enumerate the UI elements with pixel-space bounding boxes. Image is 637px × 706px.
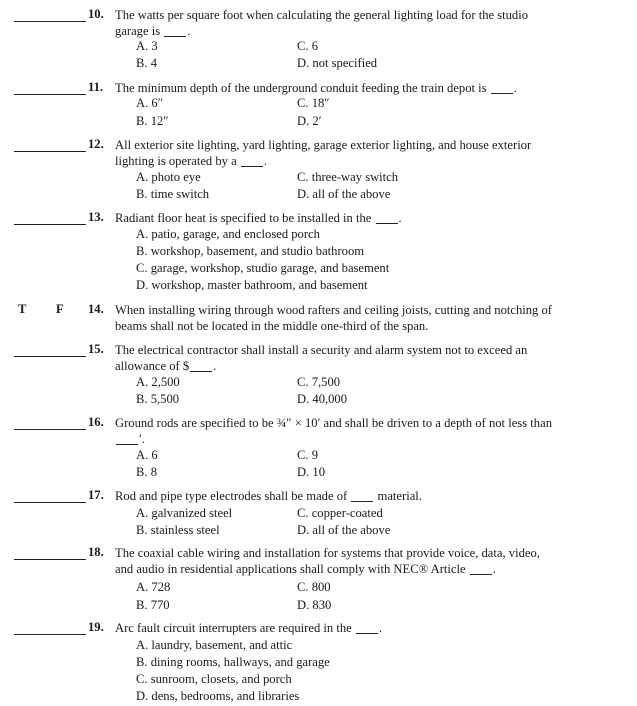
option-a[interactable]: A. 3 (136, 39, 158, 53)
option-a[interactable]: A. 6″ (136, 96, 163, 110)
option-a[interactable]: A. galvanized steel (136, 506, 233, 520)
option-a[interactable]: A. laundry, basement, and attic (136, 638, 293, 652)
option-b[interactable]: B. 4 (136, 56, 157, 70)
fill-blank (356, 633, 378, 634)
answer-blank[interactable] (14, 356, 86, 357)
false-option[interactable]: F (56, 302, 64, 316)
question-stem: The coaxial cable wiring and installation for systems that provide voice, data, video, and audio in residential applications shall comply with NEC® Article . (115, 546, 540, 576)
answer-blank[interactable] (14, 634, 86, 635)
fill-blank (241, 166, 263, 167)
option-d[interactable]: D. not specified (297, 56, 378, 70)
question-number: 16. (88, 415, 104, 429)
option-d[interactable]: D. all of the above (297, 523, 391, 537)
fill-blank (376, 223, 398, 224)
question-stem: When installing wiring through wood rafters and ceiling joists, cutting and notching of beams shall not be located in the middle one-third of the span. (115, 303, 552, 333)
fill-blank (491, 93, 513, 94)
option-a[interactable]: A. 2,500 (136, 375, 180, 389)
option-c[interactable]: C. three-way switch (297, 170, 399, 184)
option-c[interactable]: C. copper-coated (297, 506, 383, 520)
answer-blank[interactable] (14, 429, 86, 430)
question-stem: Ground rods are specified to be ¾″ × 10′ and shall be driven to a depth of not less than ′. (115, 416, 552, 446)
question-number: 11. (88, 80, 104, 94)
option-c[interactable]: C. 7,500 (297, 375, 341, 389)
option-b[interactable]: B. 770 (136, 598, 170, 612)
question-number: 13. (88, 210, 104, 224)
option-d[interactable]: D. dens, bedrooms, and libraries (136, 689, 300, 703)
fill-blank (164, 36, 186, 37)
fill-blank (116, 444, 138, 445)
fill-blank (351, 501, 373, 502)
option-b[interactable]: B. 12″ (136, 114, 169, 128)
answer-blank[interactable] (14, 224, 86, 225)
option-d[interactable]: D. 2′ (297, 114, 322, 128)
question-stem: Rod and pipe type electrodes shall be made of material. (115, 489, 422, 503)
true-false-choices (18, 302, 94, 317)
question-stem: The minimum depth of the underground conduit feeding the train depot is . (115, 81, 517, 95)
question-stem: Radiant floor heat is specified to be installed in the . (115, 211, 402, 225)
fill-blank (470, 574, 492, 575)
question-stem: All exterior site lighting, yard lighting, garage exterior lighting, and house exterior lighting is operated by a . (115, 138, 532, 168)
question-number: 12. (88, 137, 104, 151)
option-c[interactable]: C. garage, workshop, studio garage, and basement (136, 261, 390, 275)
question-stem: Arc fault circuit interrupters are required in the . (115, 621, 383, 635)
answer-blank[interactable] (14, 559, 86, 560)
answer-blank[interactable] (14, 151, 86, 152)
option-d[interactable]: D. workshop, master bathroom, and basement (136, 278, 368, 292)
option-b[interactable]: B. 5,500 (136, 392, 180, 406)
question-number: 17. (88, 488, 104, 502)
option-d[interactable]: D. 830 (297, 598, 332, 612)
option-c[interactable]: C. 800 (297, 580, 331, 594)
option-c[interactable]: C. 9 (297, 448, 318, 462)
option-d[interactable]: D. all of the above (297, 187, 391, 201)
option-b[interactable]: B. 8 (136, 465, 157, 479)
fill-blank (190, 371, 212, 372)
answer-blank[interactable] (14, 502, 86, 503)
option-d[interactable]: D. 10 (297, 465, 325, 479)
option-a[interactable]: A. photo eye (136, 170, 201, 184)
option-c[interactable]: C. 6 (297, 39, 318, 53)
option-d[interactable]: D. 40,000 (297, 392, 348, 406)
option-b[interactable]: B. dining rooms, hallways, and garage (136, 655, 330, 669)
option-a[interactable]: A. 6 (136, 448, 158, 462)
answer-blank[interactable] (14, 94, 86, 95)
option-c[interactable]: C. 18″ (297, 96, 330, 110)
question-number: 14. (88, 302, 104, 316)
true-option[interactable]: T (18, 302, 27, 316)
option-b[interactable]: B. workshop, basement, and studio bathroom (136, 244, 365, 258)
question-stem: The watts per square foot when calculating the general lighting load for the studio garage is . (115, 8, 529, 38)
option-b[interactable]: B. time switch (136, 187, 210, 201)
answer-blank[interactable] (14, 21, 86, 22)
question-number: 10. (88, 7, 104, 21)
question-number: 19. (88, 620, 104, 634)
option-a[interactable]: A. 728 (136, 580, 171, 594)
question-number: 15. (88, 342, 104, 356)
option-c[interactable]: C. sunroom, closets, and porch (136, 672, 292, 686)
option-b[interactable]: B. stainless steel (136, 523, 220, 537)
option-a[interactable]: A. patio, garage, and enclosed porch (136, 227, 320, 241)
question-number: 18. (88, 545, 104, 559)
question-stem: The electrical contractor shall install a security and alarm system not to exceed an allowance of $ . (115, 343, 528, 373)
